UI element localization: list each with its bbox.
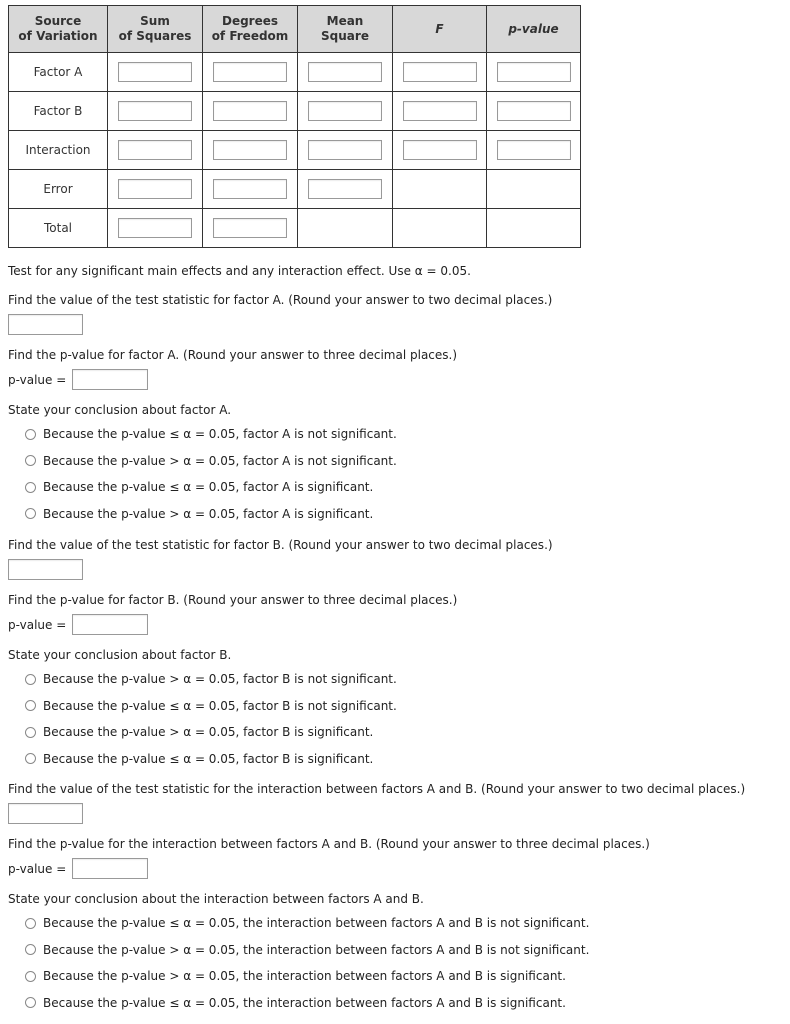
header-df-line1: Degrees	[221, 14, 279, 28]
header-source	[9, 6, 108, 53]
option-label: Because the p-value ≤ α = 0.05, factor A is significant.	[43, 480, 374, 494]
table-cell	[203, 92, 298, 131]
factor-a-p-label: p-value =	[8, 372, 67, 387]
degrees-of-freedom-input[interactable]	[213, 101, 287, 121]
header-ss-line2: of Squares	[118, 29, 192, 43]
table-row	[9, 209, 581, 248]
table-cell	[108, 92, 203, 131]
factor-b-option[interactable]	[25, 699, 397, 713]
row-source-label: Factor B	[9, 92, 108, 131]
interaction-p-question: Find the p-value for the interaction between factors A and B. (Round your answer to three decimal places.)	[8, 837, 650, 851]
header-sum-of-squares	[108, 6, 203, 53]
table-cell	[393, 92, 487, 131]
sum-of-squares-input[interactable]	[118, 179, 192, 199]
header-ms-line1: Mean	[326, 14, 364, 28]
radio-button[interactable]	[25, 727, 36, 738]
sum-of-squares-input[interactable]	[118, 101, 192, 121]
radio-button[interactable]	[25, 971, 36, 982]
radio-button[interactable]	[25, 429, 36, 440]
factor-b-p-label: p-value =	[8, 617, 67, 632]
option-label: Because the p-value > α = 0.05, the interaction between factors A and B is not significant.	[43, 942, 590, 957]
table-cell	[203, 131, 298, 170]
table-cell	[203, 170, 298, 209]
table-row	[9, 53, 581, 92]
option-label: Because the p-value ≤ α = 0.05, factor B is significant.	[43, 751, 374, 766]
row-source-label: Total	[9, 209, 108, 248]
header-source-line1: Source	[34, 14, 82, 28]
option-label: Because the p-value > α = 0.05, factor A is significant.	[43, 506, 374, 521]
table-cell	[298, 131, 393, 170]
table-row	[9, 170, 581, 209]
table-cell	[487, 209, 581, 248]
option-label: Because the p-value ≤ α = 0.05, the interaction between factors A and B is significant.	[43, 995, 566, 1010]
factor-b-stat-question: Find the value of the test statistic for factor B. (Round your answer to two decimal places.)	[8, 538, 553, 552]
radio-button[interactable]	[25, 482, 36, 493]
factor-b-p-input[interactable]	[72, 614, 148, 635]
interaction-option[interactable]	[25, 996, 566, 1010]
mean-square-input[interactable]	[308, 179, 382, 199]
table-cell	[203, 209, 298, 248]
table-cell	[108, 53, 203, 92]
factor-b-option[interactable]	[25, 752, 373, 766]
table-cell	[298, 92, 393, 131]
mean-square-input[interactable]	[308, 62, 382, 82]
degrees-of-freedom-input[interactable]	[213, 62, 287, 82]
table-cell	[298, 170, 393, 209]
table-cell	[108, 170, 203, 209]
radio-button[interactable]	[25, 918, 36, 929]
f-input[interactable]	[403, 62, 477, 82]
sum-of-squares-input[interactable]	[118, 218, 192, 238]
table-cell	[393, 53, 487, 92]
table-cell	[487, 170, 581, 209]
factor-a-conclusion-question: State your conclusion about factor A.	[8, 403, 232, 417]
row-source-label: Error	[9, 170, 108, 209]
radio-button[interactable]	[25, 508, 36, 519]
header-p-value: p-value	[487, 6, 581, 53]
radio-button[interactable]	[25, 944, 36, 955]
option-label: Because the p-value ≤ α = 0.05, factor A is not significant.	[43, 427, 397, 441]
table-cell	[487, 131, 581, 170]
factor-a-p-line	[8, 369, 148, 390]
p-value-input[interactable]	[497, 101, 571, 121]
table-cell	[108, 131, 203, 170]
header-mean-square	[298, 6, 393, 53]
table-row	[9, 131, 581, 170]
interaction-option[interactable]	[25, 916, 589, 930]
table-cell	[203, 53, 298, 92]
anova-table	[8, 5, 581, 248]
intro-text: Test for any significant main effects and any interaction effect. Use α = 0.05.	[8, 264, 471, 278]
table-cell	[487, 92, 581, 131]
interaction-option[interactable]	[25, 943, 589, 957]
table-cell	[298, 53, 393, 92]
factor-a-stat-question: Find the value of the test statistic for factor A. (Round your answer to two decimal places.)	[8, 293, 553, 307]
interaction-p-line	[8, 858, 148, 879]
interaction-stat-input[interactable]	[8, 803, 83, 824]
interaction-option[interactable]	[25, 969, 566, 983]
interaction-stat-question: Find the value of the test statistic for the interaction between factors A and B. (Round your answer to two decimal places.)	[8, 782, 746, 796]
option-label: Because the p-value ≤ α = 0.05, the interaction between factors A and B is not significant.	[43, 916, 590, 930]
f-input[interactable]	[403, 101, 477, 121]
table-cell	[298, 209, 393, 248]
interaction-conclusion-question: State your conclusion about the interaction between factors A and B.	[8, 892, 424, 906]
option-label: Because the p-value > α = 0.05, the interaction between factors A and B is significant.	[43, 969, 566, 983]
radio-button[interactable]	[25, 700, 36, 711]
table-row	[9, 92, 581, 131]
factor-a-p-question: Find the p-value for factor A. (Round your answer to three decimal places.)	[8, 348, 458, 362]
header-source-line2: of Variation	[18, 29, 98, 43]
factor-b-stat-input[interactable]	[8, 559, 83, 580]
radio-button[interactable]	[25, 997, 36, 1008]
factor-a-option[interactable]	[25, 507, 373, 521]
table-cell	[393, 131, 487, 170]
mean-square-input[interactable]	[308, 140, 382, 160]
sum-of-squares-input[interactable]	[118, 140, 192, 160]
mean-square-input[interactable]	[308, 101, 382, 121]
factor-a-option[interactable]	[25, 427, 397, 441]
factor-b-p-line	[8, 614, 148, 635]
radio-button[interactable]	[25, 455, 36, 466]
degrees-of-freedom-input[interactable]	[213, 218, 287, 238]
option-label: Because the p-value > α = 0.05, factor A is not significant.	[43, 453, 397, 468]
option-label: Because the p-value > α = 0.05, factor B is significant.	[43, 725, 374, 739]
interaction-p-input[interactable]	[72, 858, 148, 879]
option-label: Because the p-value ≤ α = 0.05, factor B is not significant.	[43, 698, 397, 713]
p-value-input[interactable]	[497, 62, 571, 82]
factor-a-stat-input[interactable]	[8, 314, 83, 335]
factor-a-option[interactable]	[25, 480, 373, 494]
factor-b-p-question: Find the p-value for factor B. (Round your answer to three decimal places.)	[8, 593, 458, 607]
degrees-of-freedom-input[interactable]	[213, 140, 287, 160]
f-input[interactable]	[403, 140, 477, 160]
option-label: Because the p-value > α = 0.05, factor B is not significant.	[43, 672, 397, 686]
interaction-p-label: p-value =	[8, 861, 67, 876]
header-degrees-of-freedom	[203, 6, 298, 53]
factor-b-option[interactable]	[25, 725, 373, 739]
factor-b-option[interactable]	[25, 672, 397, 686]
radio-button[interactable]	[25, 753, 36, 764]
table-cell	[393, 170, 487, 209]
p-value-input[interactable]	[497, 140, 571, 160]
table-cell	[487, 53, 581, 92]
row-source-label: Factor A	[9, 53, 108, 92]
factor-a-option[interactable]	[25, 454, 397, 468]
sum-of-squares-input[interactable]	[118, 62, 192, 82]
factor-a-p-input[interactable]	[72, 369, 148, 390]
factor-b-conclusion-question: State your conclusion about factor B.	[8, 648, 232, 662]
degrees-of-freedom-input[interactable]	[213, 179, 287, 199]
header-ms-line2: Square	[321, 29, 369, 43]
radio-button[interactable]	[25, 674, 36, 685]
row-source-label: Interaction	[9, 131, 108, 170]
table-header-row	[9, 6, 581, 53]
header-df-line2: of Freedom	[211, 29, 289, 43]
header-f: F	[393, 6, 487, 53]
header-ss-line1: Sum	[140, 14, 170, 28]
table-cell	[393, 209, 487, 248]
table-cell	[108, 209, 203, 248]
